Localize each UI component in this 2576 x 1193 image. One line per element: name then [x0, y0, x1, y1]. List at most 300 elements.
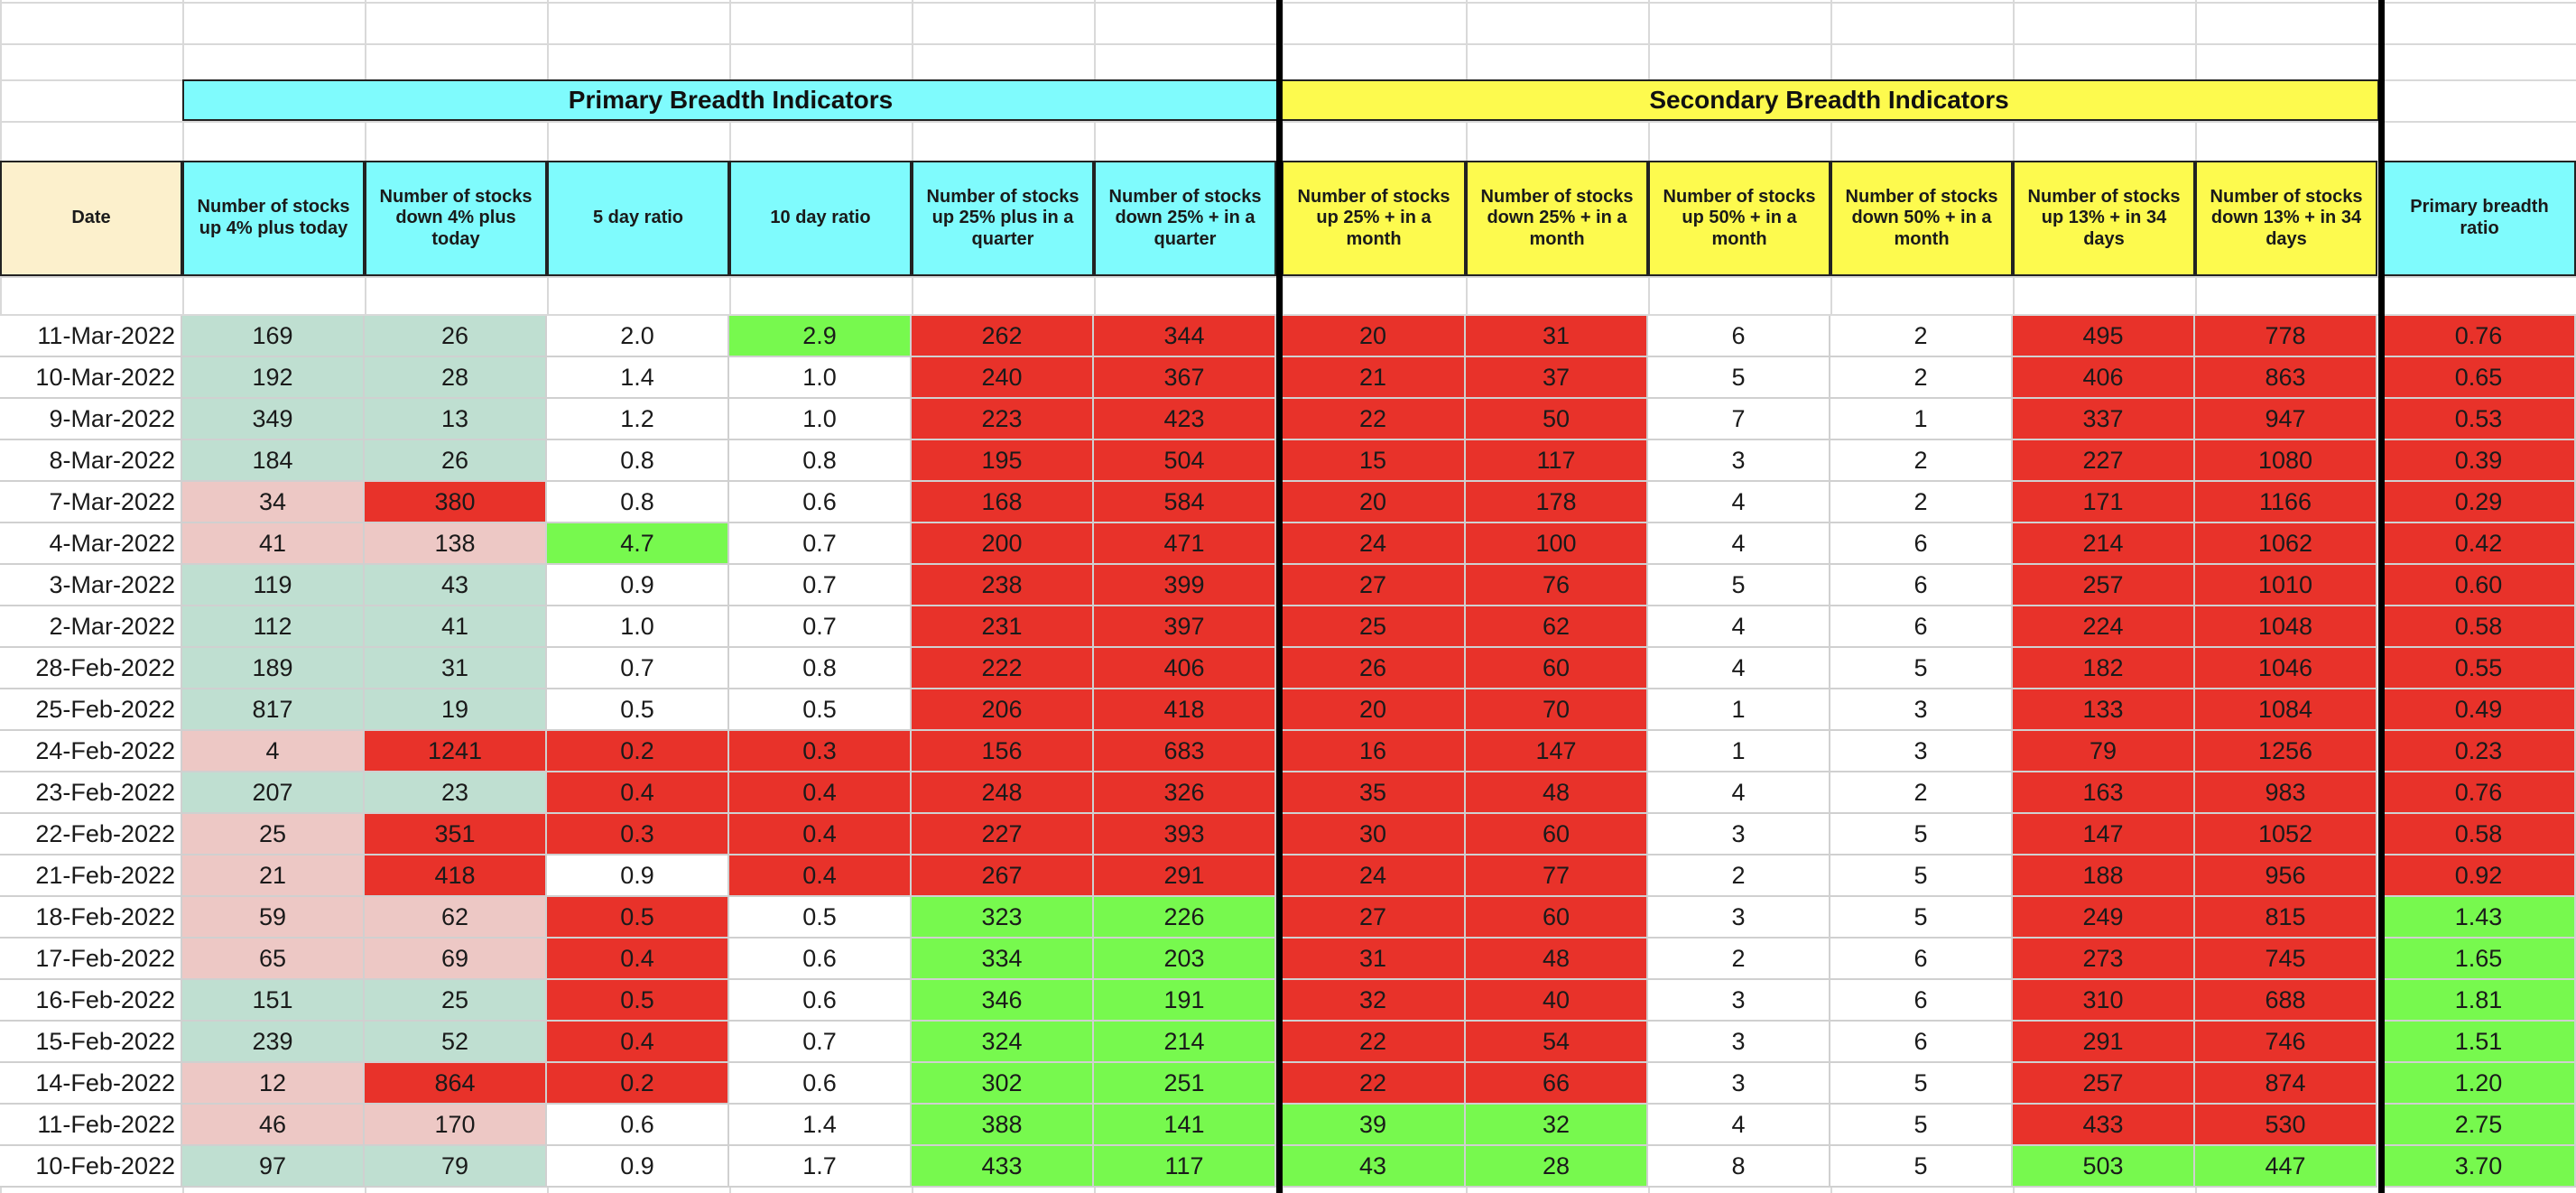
- cell-10-day-ratio[interactable]: 1.0: [729, 357, 912, 399]
- cell-up-50pct-month[interactable]: 4: [1648, 523, 1830, 565]
- date-cell[interactable]: 3-Mar-2022: [0, 565, 182, 606]
- cell-down-4pct-today[interactable]: 1241: [365, 731, 547, 772]
- cell-up-4pct-today[interactable]: 151: [182, 980, 365, 1022]
- cell-down-4pct-today[interactable]: 25: [365, 980, 547, 1022]
- cell-up-25pct-month[interactable]: 20: [1282, 316, 1466, 357]
- cell-down-25pct-month[interactable]: 178: [1466, 482, 1648, 523]
- cell-10-day-ratio[interactable]: 0.3: [729, 731, 912, 772]
- cell-up-25pct-quarter[interactable]: 200: [912, 523, 1094, 565]
- cell-down-50pct-month[interactable]: 5: [1830, 855, 2013, 897]
- cell-down-4pct-today[interactable]: 23: [365, 772, 547, 814]
- cell-up-25pct-quarter[interactable]: 388: [912, 1105, 1094, 1146]
- cell-up-4pct-today[interactable]: 184: [182, 440, 365, 482]
- cell-primary-breadth-ratio[interactable]: 1.51: [2383, 1022, 2576, 1063]
- cell-down-50pct-month[interactable]: 2: [1830, 772, 2013, 814]
- cell-up-25pct-quarter[interactable]: 227: [912, 814, 1094, 855]
- date-cell[interactable]: 25-Feb-2022: [0, 689, 182, 731]
- cell-up-4pct-today[interactable]: 112: [182, 606, 365, 648]
- cell-up-50pct-month[interactable]: 4: [1648, 1105, 1830, 1146]
- cell-down-50pct-month[interactable]: 5: [1830, 814, 2013, 855]
- cell-up-13pct-34days[interactable]: 495: [2013, 316, 2195, 357]
- cell-up-4pct-today[interactable]: 192: [182, 357, 365, 399]
- cell-primary-breadth-ratio[interactable]: 0.53: [2383, 399, 2576, 440]
- cell-up-4pct-today[interactable]: 41: [182, 523, 365, 565]
- cell-down-25pct-month[interactable]: 40: [1466, 980, 1648, 1022]
- cell-down-25pct-quarter[interactable]: 117: [1094, 1146, 1276, 1188]
- cell-down-4pct-today[interactable]: 380: [365, 482, 547, 523]
- cell-primary-breadth-ratio[interactable]: 1.65: [2383, 939, 2576, 980]
- cell-up-50pct-month[interactable]: 3: [1648, 1063, 1830, 1105]
- cell-down-25pct-quarter[interactable]: 251: [1094, 1063, 1276, 1105]
- cell-down-50pct-month[interactable]: 2: [1830, 316, 2013, 357]
- cell-down-50pct-month[interactable]: 6: [1830, 523, 2013, 565]
- cell-10-day-ratio[interactable]: 0.4: [729, 772, 912, 814]
- header-down-25pct-month[interactable]: Number of stocks down 25% + in a month: [1466, 161, 1648, 276]
- cell-up-25pct-quarter[interactable]: 206: [912, 689, 1094, 731]
- cell-down-50pct-month[interactable]: 1: [1830, 399, 2013, 440]
- cell-down-25pct-quarter[interactable]: 418: [1094, 689, 1276, 731]
- date-cell[interactable]: 21-Feb-2022: [0, 855, 182, 897]
- date-cell[interactable]: 2-Mar-2022: [0, 606, 182, 648]
- cell-down-13pct-34days[interactable]: 956: [2195, 855, 2377, 897]
- cell-up-25pct-month[interactable]: 32: [1282, 980, 1466, 1022]
- header-date[interactable]: Date: [0, 161, 182, 276]
- cell-down-50pct-month[interactable]: 3: [1830, 731, 2013, 772]
- cell-up-50pct-month[interactable]: 1: [1648, 731, 1830, 772]
- date-cell[interactable]: 23-Feb-2022: [0, 772, 182, 814]
- cell-up-50pct-month[interactable]: 3: [1648, 980, 1830, 1022]
- cell-up-4pct-today[interactable]: 65: [182, 939, 365, 980]
- cell-down-13pct-34days[interactable]: 863: [2195, 357, 2377, 399]
- cell-up-4pct-today[interactable]: 21: [182, 855, 365, 897]
- cell-10-day-ratio[interactable]: 0.7: [729, 606, 912, 648]
- cell-up-4pct-today[interactable]: 12: [182, 1063, 365, 1105]
- cell-up-25pct-quarter[interactable]: 195: [912, 440, 1094, 482]
- cell-down-13pct-34days[interactable]: 1084: [2195, 689, 2377, 731]
- cell-down-4pct-today[interactable]: 138: [365, 523, 547, 565]
- cell-up-4pct-today[interactable]: 34: [182, 482, 365, 523]
- cell-up-4pct-today[interactable]: 189: [182, 648, 365, 689]
- cell-up-25pct-quarter[interactable]: 168: [912, 482, 1094, 523]
- cell-up-25pct-month[interactable]: 43: [1282, 1146, 1466, 1188]
- cell-up-25pct-month[interactable]: 24: [1282, 855, 1466, 897]
- cell-up-25pct-month[interactable]: 22: [1282, 1063, 1466, 1105]
- cell-up-13pct-34days[interactable]: 273: [2013, 939, 2195, 980]
- cell-5-day-ratio[interactable]: 0.7: [547, 648, 729, 689]
- cell-down-13pct-34days[interactable]: 745: [2195, 939, 2377, 980]
- cell-down-4pct-today[interactable]: 28: [365, 357, 547, 399]
- cell-primary-breadth-ratio[interactable]: 0.65: [2383, 357, 2576, 399]
- cell-5-day-ratio[interactable]: 0.2: [547, 1063, 729, 1105]
- cell-down-13pct-34days[interactable]: 874: [2195, 1063, 2377, 1105]
- cell-5-day-ratio[interactable]: 0.4: [547, 939, 729, 980]
- cell-down-25pct-quarter[interactable]: 141: [1094, 1105, 1276, 1146]
- cell-up-25pct-quarter[interactable]: 302: [912, 1063, 1094, 1105]
- cell-primary-breadth-ratio[interactable]: 1.43: [2383, 897, 2576, 939]
- cell-down-25pct-quarter[interactable]: 683: [1094, 731, 1276, 772]
- header-down-13pct-34days[interactable]: Number of stocks down 13% + in 34 days: [2195, 161, 2377, 276]
- cell-up-25pct-month[interactable]: 27: [1282, 897, 1466, 939]
- cell-down-50pct-month[interactable]: 6: [1830, 606, 2013, 648]
- cell-primary-breadth-ratio[interactable]: 0.39: [2383, 440, 2576, 482]
- cell-primary-breadth-ratio[interactable]: 0.23: [2383, 731, 2576, 772]
- cell-up-13pct-34days[interactable]: 79: [2013, 731, 2195, 772]
- cell-primary-breadth-ratio[interactable]: 0.55: [2383, 648, 2576, 689]
- cell-up-50pct-month[interactable]: 2: [1648, 939, 1830, 980]
- cell-up-25pct-month[interactable]: 22: [1282, 1022, 1466, 1063]
- cell-up-13pct-34days[interactable]: 227: [2013, 440, 2195, 482]
- cell-down-25pct-month[interactable]: 100: [1466, 523, 1648, 565]
- header-down-25pct-quarter[interactable]: Number of stocks down 25% + in a quarter: [1094, 161, 1276, 276]
- cell-10-day-ratio[interactable]: 0.5: [729, 897, 912, 939]
- cell-up-50pct-month[interactable]: 4: [1648, 606, 1830, 648]
- cell-down-25pct-quarter[interactable]: 406: [1094, 648, 1276, 689]
- cell-down-25pct-month[interactable]: 60: [1466, 897, 1648, 939]
- cell-10-day-ratio[interactable]: 0.6: [729, 482, 912, 523]
- cell-down-25pct-quarter[interactable]: 471: [1094, 523, 1276, 565]
- cell-primary-breadth-ratio[interactable]: 0.42: [2383, 523, 2576, 565]
- cell-up-25pct-month[interactable]: 27: [1282, 565, 1466, 606]
- cell-down-25pct-month[interactable]: 60: [1466, 814, 1648, 855]
- cell-down-4pct-today[interactable]: 41: [365, 606, 547, 648]
- cell-down-4pct-today[interactable]: 170: [365, 1105, 547, 1146]
- cell-5-day-ratio[interactable]: 0.9: [547, 565, 729, 606]
- cell-up-50pct-month[interactable]: 3: [1648, 897, 1830, 939]
- cell-down-25pct-month[interactable]: 28: [1466, 1146, 1648, 1188]
- cell-up-4pct-today[interactable]: 817: [182, 689, 365, 731]
- cell-up-50pct-month[interactable]: 5: [1648, 565, 1830, 606]
- cell-down-25pct-month[interactable]: 77: [1466, 855, 1648, 897]
- cell-primary-breadth-ratio[interactable]: 0.58: [2383, 814, 2576, 855]
- cell-down-25pct-quarter[interactable]: 326: [1094, 772, 1276, 814]
- cell-up-25pct-quarter[interactable]: 222: [912, 648, 1094, 689]
- cell-10-day-ratio[interactable]: 2.9: [729, 316, 912, 357]
- cell-up-50pct-month[interactable]: 8: [1648, 1146, 1830, 1188]
- cell-primary-breadth-ratio[interactable]: 0.29: [2383, 482, 2576, 523]
- cell-5-day-ratio[interactable]: 0.9: [547, 1146, 729, 1188]
- date-cell[interactable]: 10-Feb-2022: [0, 1146, 182, 1188]
- cell-up-25pct-month[interactable]: 25: [1282, 606, 1466, 648]
- cell-down-13pct-34days[interactable]: 1052: [2195, 814, 2377, 855]
- cell-up-25pct-quarter[interactable]: 334: [912, 939, 1094, 980]
- cell-10-day-ratio[interactable]: 1.4: [729, 1105, 912, 1146]
- cell-up-50pct-month[interactable]: 5: [1648, 357, 1830, 399]
- cell-up-13pct-34days[interactable]: 291: [2013, 1022, 2195, 1063]
- cell-down-13pct-34days[interactable]: 1010: [2195, 565, 2377, 606]
- date-cell[interactable]: 22-Feb-2022: [0, 814, 182, 855]
- cell-5-day-ratio[interactable]: 4.7: [547, 523, 729, 565]
- cell-up-13pct-34days[interactable]: 406: [2013, 357, 2195, 399]
- date-cell[interactable]: 10-Mar-2022: [0, 357, 182, 399]
- cell-down-50pct-month[interactable]: 6: [1830, 980, 2013, 1022]
- cell-up-25pct-quarter[interactable]: 262: [912, 316, 1094, 357]
- cell-up-13pct-34days[interactable]: 433: [2013, 1105, 2195, 1146]
- cell-down-13pct-34days[interactable]: 447: [2195, 1146, 2377, 1188]
- cell-up-50pct-month[interactable]: 1: [1648, 689, 1830, 731]
- header-up-25pct-month[interactable]: Number of stocks up 25% + in a month: [1282, 161, 1466, 276]
- cell-down-4pct-today[interactable]: 62: [365, 897, 547, 939]
- header-down-50pct-month[interactable]: Number of stocks down 50% + in a month: [1830, 161, 2013, 276]
- cell-up-13pct-34days[interactable]: 224: [2013, 606, 2195, 648]
- cell-down-50pct-month[interactable]: 2: [1830, 440, 2013, 482]
- cell-down-25pct-month[interactable]: 76: [1466, 565, 1648, 606]
- cell-10-day-ratio[interactable]: 0.7: [729, 565, 912, 606]
- cell-down-25pct-month[interactable]: 117: [1466, 440, 1648, 482]
- cell-down-25pct-month[interactable]: 147: [1466, 731, 1648, 772]
- cell-primary-breadth-ratio[interactable]: 0.92: [2383, 855, 2576, 897]
- cell-5-day-ratio[interactable]: 1.2: [547, 399, 729, 440]
- cell-up-50pct-month[interactable]: 2: [1648, 855, 1830, 897]
- cell-5-day-ratio[interactable]: 0.6: [547, 1105, 729, 1146]
- cell-5-day-ratio[interactable]: 1.0: [547, 606, 729, 648]
- date-cell[interactable]: 7-Mar-2022: [0, 482, 182, 523]
- cell-down-25pct-quarter[interactable]: 399: [1094, 565, 1276, 606]
- cell-5-day-ratio[interactable]: 0.8: [547, 440, 729, 482]
- cell-up-13pct-34days[interactable]: 147: [2013, 814, 2195, 855]
- cell-up-25pct-quarter[interactable]: 223: [912, 399, 1094, 440]
- cell-down-50pct-month[interactable]: 2: [1830, 357, 2013, 399]
- cell-up-4pct-today[interactable]: 59: [182, 897, 365, 939]
- cell-up-25pct-month[interactable]: 20: [1282, 482, 1466, 523]
- cell-down-25pct-quarter[interactable]: 504: [1094, 440, 1276, 482]
- cell-5-day-ratio[interactable]: 1.4: [547, 357, 729, 399]
- cell-primary-breadth-ratio[interactable]: 1.81: [2383, 980, 2576, 1022]
- header-up-25pct-quarter[interactable]: Number of stocks up 25% plus in a quarter: [912, 161, 1094, 276]
- cell-up-25pct-month[interactable]: 22: [1282, 399, 1466, 440]
- cell-up-25pct-quarter[interactable]: 324: [912, 1022, 1094, 1063]
- date-cell[interactable]: 18-Feb-2022: [0, 897, 182, 939]
- cell-down-50pct-month[interactable]: 6: [1830, 1022, 2013, 1063]
- cell-down-25pct-month[interactable]: 66: [1466, 1063, 1648, 1105]
- cell-10-day-ratio[interactable]: 0.8: [729, 440, 912, 482]
- date-cell[interactable]: 16-Feb-2022: [0, 980, 182, 1022]
- cell-down-4pct-today[interactable]: 79: [365, 1146, 547, 1188]
- cell-up-4pct-today[interactable]: 97: [182, 1146, 365, 1188]
- cell-down-4pct-today[interactable]: 26: [365, 316, 547, 357]
- cell-down-4pct-today[interactable]: 52: [365, 1022, 547, 1063]
- cell-down-4pct-today[interactable]: 13: [365, 399, 547, 440]
- cell-down-50pct-month[interactable]: 3: [1830, 689, 2013, 731]
- cell-down-25pct-quarter[interactable]: 203: [1094, 939, 1276, 980]
- cell-down-25pct-month[interactable]: 48: [1466, 772, 1648, 814]
- cell-up-25pct-quarter[interactable]: 240: [912, 357, 1094, 399]
- cell-up-25pct-month[interactable]: 21: [1282, 357, 1466, 399]
- cell-up-25pct-quarter[interactable]: 323: [912, 897, 1094, 939]
- cell-down-25pct-quarter[interactable]: 584: [1094, 482, 1276, 523]
- cell-up-13pct-34days[interactable]: 182: [2013, 648, 2195, 689]
- cell-up-25pct-month[interactable]: 39: [1282, 1105, 1466, 1146]
- date-cell[interactable]: 11-Mar-2022: [0, 316, 182, 357]
- header-up-13pct-34days[interactable]: Number of stocks up 13% + in 34 days: [2013, 161, 2195, 276]
- cell-down-25pct-month[interactable]: 54: [1466, 1022, 1648, 1063]
- cell-up-25pct-month[interactable]: 16: [1282, 731, 1466, 772]
- cell-10-day-ratio[interactable]: 0.5: [729, 689, 912, 731]
- cell-up-13pct-34days[interactable]: 188: [2013, 855, 2195, 897]
- cell-up-13pct-34days[interactable]: 337: [2013, 399, 2195, 440]
- cell-up-4pct-today[interactable]: 207: [182, 772, 365, 814]
- cell-5-day-ratio[interactable]: 2.0: [547, 316, 729, 357]
- cell-10-day-ratio[interactable]: 0.6: [729, 980, 912, 1022]
- cell-up-25pct-month[interactable]: 20: [1282, 689, 1466, 731]
- cell-primary-breadth-ratio[interactable]: 0.58: [2383, 606, 2576, 648]
- cell-down-25pct-month[interactable]: 60: [1466, 648, 1648, 689]
- cell-up-25pct-quarter[interactable]: 433: [912, 1146, 1094, 1188]
- cell-down-13pct-34days[interactable]: 1046: [2195, 648, 2377, 689]
- cell-down-4pct-today[interactable]: 31: [365, 648, 547, 689]
- cell-down-4pct-today[interactable]: 864: [365, 1063, 547, 1105]
- cell-up-13pct-34days[interactable]: 257: [2013, 565, 2195, 606]
- cell-down-25pct-month[interactable]: 31: [1466, 316, 1648, 357]
- date-cell[interactable]: 28-Feb-2022: [0, 648, 182, 689]
- cell-up-13pct-34days[interactable]: 310: [2013, 980, 2195, 1022]
- cell-down-25pct-month[interactable]: 37: [1466, 357, 1648, 399]
- cell-up-50pct-month[interactable]: 7: [1648, 399, 1830, 440]
- cell-down-13pct-34days[interactable]: 983: [2195, 772, 2377, 814]
- date-cell[interactable]: 14-Feb-2022: [0, 1063, 182, 1105]
- cell-down-13pct-34days[interactable]: 1062: [2195, 523, 2377, 565]
- cell-10-day-ratio[interactable]: 0.8: [729, 648, 912, 689]
- header-up-50pct-month[interactable]: Number of stocks up 50% + in a month: [1648, 161, 1830, 276]
- cell-up-50pct-month[interactable]: 4: [1648, 482, 1830, 523]
- cell-primary-breadth-ratio[interactable]: 1.20: [2383, 1063, 2576, 1105]
- cell-5-day-ratio[interactable]: 0.8: [547, 482, 729, 523]
- cell-10-day-ratio[interactable]: 0.7: [729, 523, 912, 565]
- cell-down-25pct-quarter[interactable]: 226: [1094, 897, 1276, 939]
- cell-down-25pct-month[interactable]: 50: [1466, 399, 1648, 440]
- date-cell[interactable]: 11-Feb-2022: [0, 1105, 182, 1146]
- cell-10-day-ratio[interactable]: 0.7: [729, 1022, 912, 1063]
- cell-down-50pct-month[interactable]: 5: [1830, 897, 2013, 939]
- header-primary-breadth-ratio[interactable]: Primary breadth ratio: [2383, 161, 2576, 276]
- cell-up-4pct-today[interactable]: 119: [182, 565, 365, 606]
- cell-down-25pct-quarter[interactable]: 291: [1094, 855, 1276, 897]
- cell-up-25pct-month[interactable]: 26: [1282, 648, 1466, 689]
- cell-up-25pct-month[interactable]: 15: [1282, 440, 1466, 482]
- cell-up-4pct-today[interactable]: 46: [182, 1105, 365, 1146]
- date-cell[interactable]: 8-Mar-2022: [0, 440, 182, 482]
- cell-down-25pct-month[interactable]: 32: [1466, 1105, 1648, 1146]
- cell-5-day-ratio[interactable]: 0.3: [547, 814, 729, 855]
- date-cell[interactable]: 9-Mar-2022: [0, 399, 182, 440]
- cell-10-day-ratio[interactable]: 0.6: [729, 939, 912, 980]
- cell-up-4pct-today[interactable]: 349: [182, 399, 365, 440]
- cell-5-day-ratio[interactable]: 0.5: [547, 980, 729, 1022]
- cell-10-day-ratio[interactable]: 1.7: [729, 1146, 912, 1188]
- cell-down-50pct-month[interactable]: 5: [1830, 1063, 2013, 1105]
- cell-up-13pct-34days[interactable]: 163: [2013, 772, 2195, 814]
- cell-down-4pct-today[interactable]: 69: [365, 939, 547, 980]
- date-cell[interactable]: 17-Feb-2022: [0, 939, 182, 980]
- cell-up-25pct-month[interactable]: 24: [1282, 523, 1466, 565]
- cell-up-50pct-month[interactable]: 3: [1648, 1022, 1830, 1063]
- cell-up-25pct-quarter[interactable]: 156: [912, 731, 1094, 772]
- cell-up-25pct-quarter[interactable]: 248: [912, 772, 1094, 814]
- cell-down-25pct-month[interactable]: 48: [1466, 939, 1648, 980]
- cell-up-13pct-34days[interactable]: 503: [2013, 1146, 2195, 1188]
- header-10-day-ratio[interactable]: 10 day ratio: [729, 161, 912, 276]
- cell-up-13pct-34days[interactable]: 133: [2013, 689, 2195, 731]
- cell-up-13pct-34days[interactable]: 214: [2013, 523, 2195, 565]
- cell-down-50pct-month[interactable]: 5: [1830, 648, 2013, 689]
- date-cell[interactable]: 4-Mar-2022: [0, 523, 182, 565]
- cell-up-4pct-today[interactable]: 25: [182, 814, 365, 855]
- header-5-day-ratio[interactable]: 5 day ratio: [547, 161, 729, 276]
- cell-up-25pct-month[interactable]: 35: [1282, 772, 1466, 814]
- cell-down-50pct-month[interactable]: 5: [1830, 1105, 2013, 1146]
- cell-up-25pct-quarter[interactable]: 346: [912, 980, 1094, 1022]
- cell-down-25pct-quarter[interactable]: 214: [1094, 1022, 1276, 1063]
- cell-down-13pct-34days[interactable]: 1166: [2195, 482, 2377, 523]
- cell-down-25pct-quarter[interactable]: 344: [1094, 316, 1276, 357]
- cell-up-50pct-month[interactable]: 6: [1648, 316, 1830, 357]
- cell-up-50pct-month[interactable]: 4: [1648, 648, 1830, 689]
- cell-5-day-ratio[interactable]: 0.5: [547, 689, 729, 731]
- cell-up-25pct-quarter[interactable]: 231: [912, 606, 1094, 648]
- cell-down-25pct-quarter[interactable]: 367: [1094, 357, 1276, 399]
- cell-up-25pct-month[interactable]: 30: [1282, 814, 1466, 855]
- cell-primary-breadth-ratio[interactable]: 0.76: [2383, 772, 2576, 814]
- cell-up-4pct-today[interactable]: 4: [182, 731, 365, 772]
- date-cell[interactable]: 15-Feb-2022: [0, 1022, 182, 1063]
- cell-10-day-ratio[interactable]: 1.0: [729, 399, 912, 440]
- cell-up-50pct-month[interactable]: 3: [1648, 440, 1830, 482]
- cell-down-4pct-today[interactable]: 26: [365, 440, 547, 482]
- cell-down-50pct-month[interactable]: 6: [1830, 565, 2013, 606]
- cell-up-50pct-month[interactable]: 4: [1648, 772, 1830, 814]
- cell-primary-breadth-ratio[interactable]: 3.70: [2383, 1146, 2576, 1188]
- cell-up-25pct-quarter[interactable]: 238: [912, 565, 1094, 606]
- cell-up-13pct-34days[interactable]: 171: [2013, 482, 2195, 523]
- cell-10-day-ratio[interactable]: 0.6: [729, 1063, 912, 1105]
- cell-down-50pct-month[interactable]: 5: [1830, 1146, 2013, 1188]
- cell-down-4pct-today[interactable]: 351: [365, 814, 547, 855]
- cell-down-13pct-34days[interactable]: 778: [2195, 316, 2377, 357]
- cell-up-25pct-month[interactable]: 31: [1282, 939, 1466, 980]
- cell-up-13pct-34days[interactable]: 249: [2013, 897, 2195, 939]
- cell-up-50pct-month[interactable]: 3: [1648, 814, 1830, 855]
- cell-up-25pct-quarter[interactable]: 267: [912, 855, 1094, 897]
- cell-primary-breadth-ratio[interactable]: 0.76: [2383, 316, 2576, 357]
- cell-down-25pct-month[interactable]: 62: [1466, 606, 1648, 648]
- cell-down-13pct-34days[interactable]: 1256: [2195, 731, 2377, 772]
- cell-up-13pct-34days[interactable]: 257: [2013, 1063, 2195, 1105]
- cell-down-4pct-today[interactable]: 418: [365, 855, 547, 897]
- cell-up-4pct-today[interactable]: 169: [182, 316, 365, 357]
- cell-down-25pct-quarter[interactable]: 191: [1094, 980, 1276, 1022]
- cell-down-25pct-month[interactable]: 70: [1466, 689, 1648, 731]
- cell-primary-breadth-ratio[interactable]: 0.49: [2383, 689, 2576, 731]
- cell-down-50pct-month[interactable]: 2: [1830, 482, 2013, 523]
- cell-down-25pct-quarter[interactable]: 397: [1094, 606, 1276, 648]
- cell-down-13pct-34days[interactable]: 1048: [2195, 606, 2377, 648]
- cell-5-day-ratio[interactable]: 0.4: [547, 1022, 729, 1063]
- cell-down-13pct-34days[interactable]: 947: [2195, 399, 2377, 440]
- cell-5-day-ratio[interactable]: 0.9: [547, 855, 729, 897]
- cell-down-25pct-quarter[interactable]: 423: [1094, 399, 1276, 440]
- cell-down-13pct-34days[interactable]: 746: [2195, 1022, 2377, 1063]
- cell-5-day-ratio[interactable]: 0.4: [547, 772, 729, 814]
- header-up-4pct-today[interactable]: Number of stocks up 4% plus today: [182, 161, 365, 276]
- cell-5-day-ratio[interactable]: 0.5: [547, 897, 729, 939]
- cell-10-day-ratio[interactable]: 0.4: [729, 855, 912, 897]
- cell-5-day-ratio[interactable]: 0.2: [547, 731, 729, 772]
- cell-down-13pct-34days[interactable]: 688: [2195, 980, 2377, 1022]
- date-cell[interactable]: 24-Feb-2022: [0, 731, 182, 772]
- cell-down-13pct-34days[interactable]: 815: [2195, 897, 2377, 939]
- cell-down-13pct-34days[interactable]: 530: [2195, 1105, 2377, 1146]
- header-down-4pct-today[interactable]: Number of stocks down 4% plus today: [365, 161, 547, 276]
- cell-primary-breadth-ratio[interactable]: 2.75: [2383, 1105, 2576, 1146]
